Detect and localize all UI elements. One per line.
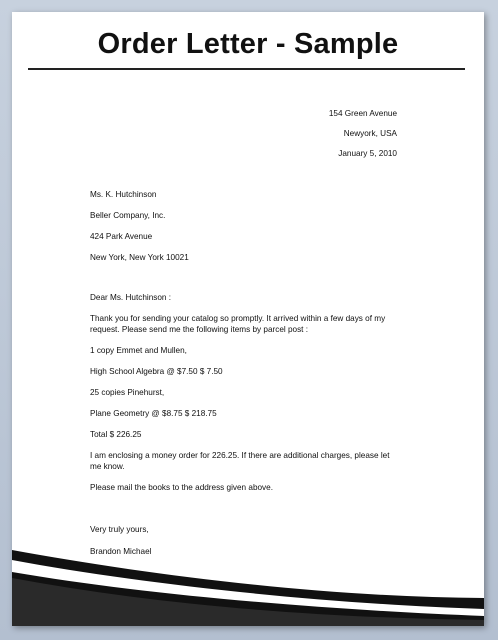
item-line: 25 copies Pinehurst, <box>90 388 165 397</box>
recipient-name: Ms. K. Hutchinson <box>90 190 157 199</box>
recipient-street: 424 Park Avenue <box>90 232 153 241</box>
recipient-company: Beller Company, Inc. <box>90 211 166 220</box>
sender-city: Newyork, USA <box>343 129 397 138</box>
paragraph-payment: I am enclosing a money order for 226.25. If there are additional charges, please let me know. <box>90 451 390 471</box>
signature-name: Brandon Michael <box>90 547 152 556</box>
paragraph-intro: Thank you for sending your catalog so promptly. It arrived within a few days of my request. Please send me the following items by parcel post : <box>90 314 386 334</box>
decorative-swoosh <box>12 12 484 626</box>
item-line: 1 copy Emmet and Mullen, <box>90 346 187 355</box>
item-line: Plane Geometry @ $8.75 $ 218.75 <box>90 409 217 418</box>
item-line: High School Algebra @ $7.50 $ 7.50 <box>90 367 223 376</box>
salutation: Dear Ms. Hutchinson : <box>90 293 171 302</box>
sender-street: 154 Green Avenue <box>328 109 397 118</box>
page-title: Order Letter - Sample <box>97 28 399 60</box>
total-line: Total $ 226.25 <box>90 430 142 439</box>
closing-phrase: Very truly yours, <box>90 525 149 534</box>
letter-date: January 5, 2010 <box>338 149 397 158</box>
letter-paper <box>12 12 484 626</box>
recipient-city: New York, New York 10021 <box>90 253 189 262</box>
paragraph-shipping: Please mail the books to the address given above. <box>90 483 273 492</box>
